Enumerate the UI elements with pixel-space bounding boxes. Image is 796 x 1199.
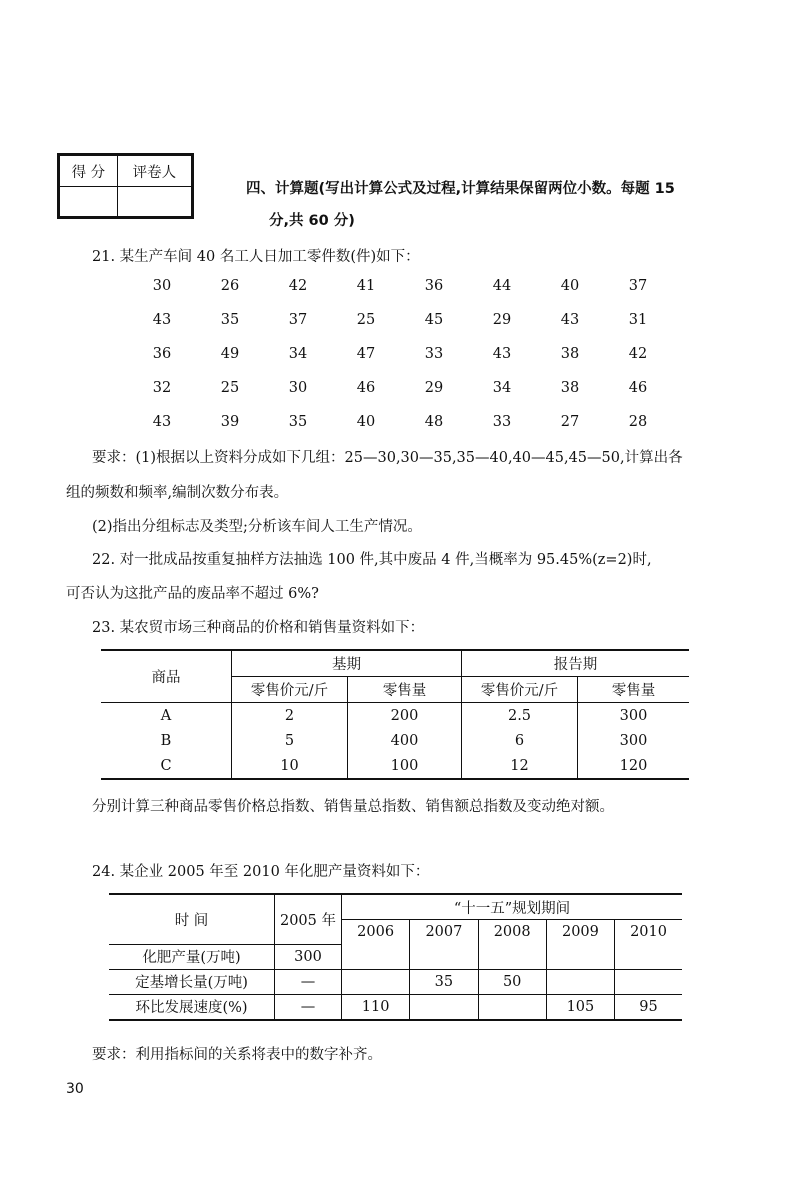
q24-year-header: 2007 (410, 920, 478, 945)
q23-report-price-header: 零售价元/斤 (462, 677, 578, 703)
q21-data-value: 30 (288, 380, 308, 396)
q24-cell: 35 (410, 969, 478, 994)
q21-data-value: 34 (288, 346, 308, 362)
score-box (57, 153, 194, 219)
q23-report-header: 报告期 (462, 650, 690, 677)
q21-data-value: 47 (356, 346, 376, 362)
q23-cell: 6 (462, 728, 578, 753)
q23-cell: 300 (619, 732, 648, 749)
q24-cell (615, 944, 682, 969)
q21-data-row (128, 306, 688, 340)
q23-cell: 12 (462, 753, 578, 779)
q21-data-value: 36 (152, 346, 172, 362)
q21-data-value: 44 (492, 278, 512, 294)
section-title-line2: 分,共 60 分) (269, 213, 355, 229)
q24-stem: 24. 某企业 2005 年至 2010 年化肥产量资料如下： (92, 864, 430, 880)
q24-cell: 300 (275, 944, 342, 969)
q24-cell (478, 994, 546, 1020)
q24-table-row (109, 994, 682, 1020)
q23-table-row (101, 728, 689, 753)
grader-blank (117, 187, 191, 217)
page-number: 30 (66, 1081, 84, 1097)
q21-data-value: 37 (628, 278, 648, 294)
q21-data-value: 27 (560, 414, 580, 430)
q21-data-value: 40 (560, 278, 580, 294)
q24-cell: 95 (615, 994, 682, 1020)
q21-data-value: 25 (356, 312, 376, 328)
q24-cell (410, 944, 478, 969)
q21-data-value: 33 (424, 346, 444, 362)
q21-data-value: 39 (220, 414, 240, 430)
q23-cell: 5 (232, 728, 348, 753)
q24-year-header: 2009 (546, 920, 614, 945)
q24-requirement: 要求：利用指标间的关系将表中的数字补齐。 (92, 1047, 382, 1063)
q24-row-label: 定基增长量(万吨) (109, 969, 275, 994)
q23-cell: 10 (232, 753, 348, 779)
q21-data-value: 35 (288, 414, 308, 430)
q21-data-value: 48 (424, 414, 444, 430)
q21-data-value: 41 (356, 278, 376, 294)
q24-time-header: 时 间 (109, 894, 275, 944)
q24-cell: 110 (342, 994, 410, 1020)
q21-data-row (128, 340, 688, 374)
q21-data-value: 38 (560, 380, 580, 396)
q24-plan-header: “十一五”规划期间 (342, 894, 683, 920)
q23-cell: B (101, 728, 232, 753)
q24-year-header: 2006 (342, 920, 410, 945)
section-title-line1: 四、计算题(写出计算公式及过程,计算结果保留两位小数。每题 15 (246, 181, 675, 197)
q23-cell: 100 (348, 753, 462, 779)
q23-cell: 2 (232, 703, 348, 729)
q21-data-value: 36 (424, 278, 444, 294)
q21-data-value: 43 (492, 346, 512, 362)
q21-data-row (128, 408, 688, 442)
q21-data-value: 42 (288, 278, 308, 294)
q21-data-value: 46 (356, 380, 376, 396)
q21-data-value: 29 (424, 380, 444, 396)
q24-row-label: 化肥产量(万吨) (109, 944, 275, 969)
q22-line1: 22. 对一批成品按重复抽样方法抽选 100 件,其中废品 4 件,当概率为 95.45%(z=2)时, (92, 552, 652, 568)
q22-line2: 可否认为这批产品的废品率不超过 6%? (66, 586, 319, 602)
q24-cell: — (275, 969, 342, 994)
q24-cell: 105 (546, 994, 614, 1020)
q21-data-value: 45 (424, 312, 444, 328)
q21-requirement-line2: 组的频数和频率,编制次数分布表。 (66, 485, 289, 501)
q23-table (101, 649, 689, 780)
q23-report-qty-header: 零售量 (578, 677, 690, 703)
q23-base-price-header: 零售价元/斤 (232, 677, 348, 703)
q21-requirement-line1: 要求：(1)根据以上资料分成如下几组：25—30,30—35,35—40,40—45,45—50,计算出各 (92, 450, 683, 466)
q24-cell (478, 944, 546, 969)
q21-data-value: 37 (288, 312, 308, 328)
q24-2005-header: 2005 年 (275, 894, 342, 944)
q23-cell: A (101, 703, 232, 729)
score-blank (60, 187, 118, 217)
q24-cell (342, 969, 410, 994)
q24-cell: — (275, 994, 342, 1020)
q21-data-value: 31 (628, 312, 648, 328)
q23-cell: C (101, 753, 232, 779)
q21-data-value: 46 (628, 380, 648, 396)
q24-row-label: 环比发展速度(%) (109, 994, 275, 1020)
q21-data-value: 25 (220, 380, 240, 396)
q23-requirement: 分别计算三种商品零售价格总指数、销售量总指数、销售额总指数及变动绝对额。 (92, 799, 614, 815)
q21-data-value: 35 (220, 312, 240, 328)
q21-data-value: 30 (152, 278, 172, 294)
q24-year-header: 2008 (478, 920, 546, 945)
q21-data-value: 34 (492, 380, 512, 396)
q23-cell: 120 (619, 757, 648, 774)
q23-table-row (101, 703, 689, 729)
q24-table-row (109, 969, 682, 994)
q24-table-row (109, 944, 682, 969)
q23-cell: 300 (619, 707, 648, 724)
q23-table-row (101, 753, 689, 779)
q21-data-grid (128, 272, 688, 442)
q21-data-value: 28 (628, 414, 648, 430)
q21-data-value: 42 (628, 346, 648, 362)
q21-data-row (128, 374, 688, 408)
q21-data-value: 26 (220, 278, 240, 294)
q23-goods-header: 商品 (101, 650, 232, 703)
q21-data-value: 32 (152, 380, 172, 396)
q24-year-header: 2010 (615, 920, 682, 945)
q24-table (109, 893, 682, 1021)
q21-data-value: 33 (492, 414, 512, 430)
q23-cell: 2.5 (462, 703, 578, 729)
q21-stem: 21. 某生产车间 40 名工人日加工零件数(件)如下： (92, 249, 420, 265)
q21-data-value: 43 (152, 312, 172, 328)
q24-cell (546, 944, 614, 969)
q24-cell (615, 969, 682, 994)
q24-cell (546, 969, 614, 994)
q21-data-value: 43 (152, 414, 172, 430)
q23-cell: 200 (348, 703, 462, 729)
score-label: 得 分 (60, 156, 118, 187)
q21-data-row (128, 272, 688, 306)
q24-cell: 50 (478, 969, 546, 994)
q23-base-qty-header: 零售量 (348, 677, 462, 703)
q24-cell (410, 994, 478, 1020)
q21-data-value: 40 (356, 414, 376, 430)
grader-label: 评卷人 (117, 156, 191, 187)
q21-data-value: 29 (492, 312, 512, 328)
q23-base-header: 基期 (232, 650, 462, 677)
q21-data-value: 43 (560, 312, 580, 328)
q23-cell: 400 (348, 728, 462, 753)
q21-requirement-line3: (2)指出分组标志及类型;分析该车间人工生产情况。 (92, 519, 422, 535)
q21-data-value: 49 (220, 346, 240, 362)
q21-data-value: 38 (560, 346, 580, 362)
q23-stem: 23. 某农贸市场三种商品的价格和销售量资料如下： (92, 620, 425, 636)
q24-cell (342, 944, 410, 969)
